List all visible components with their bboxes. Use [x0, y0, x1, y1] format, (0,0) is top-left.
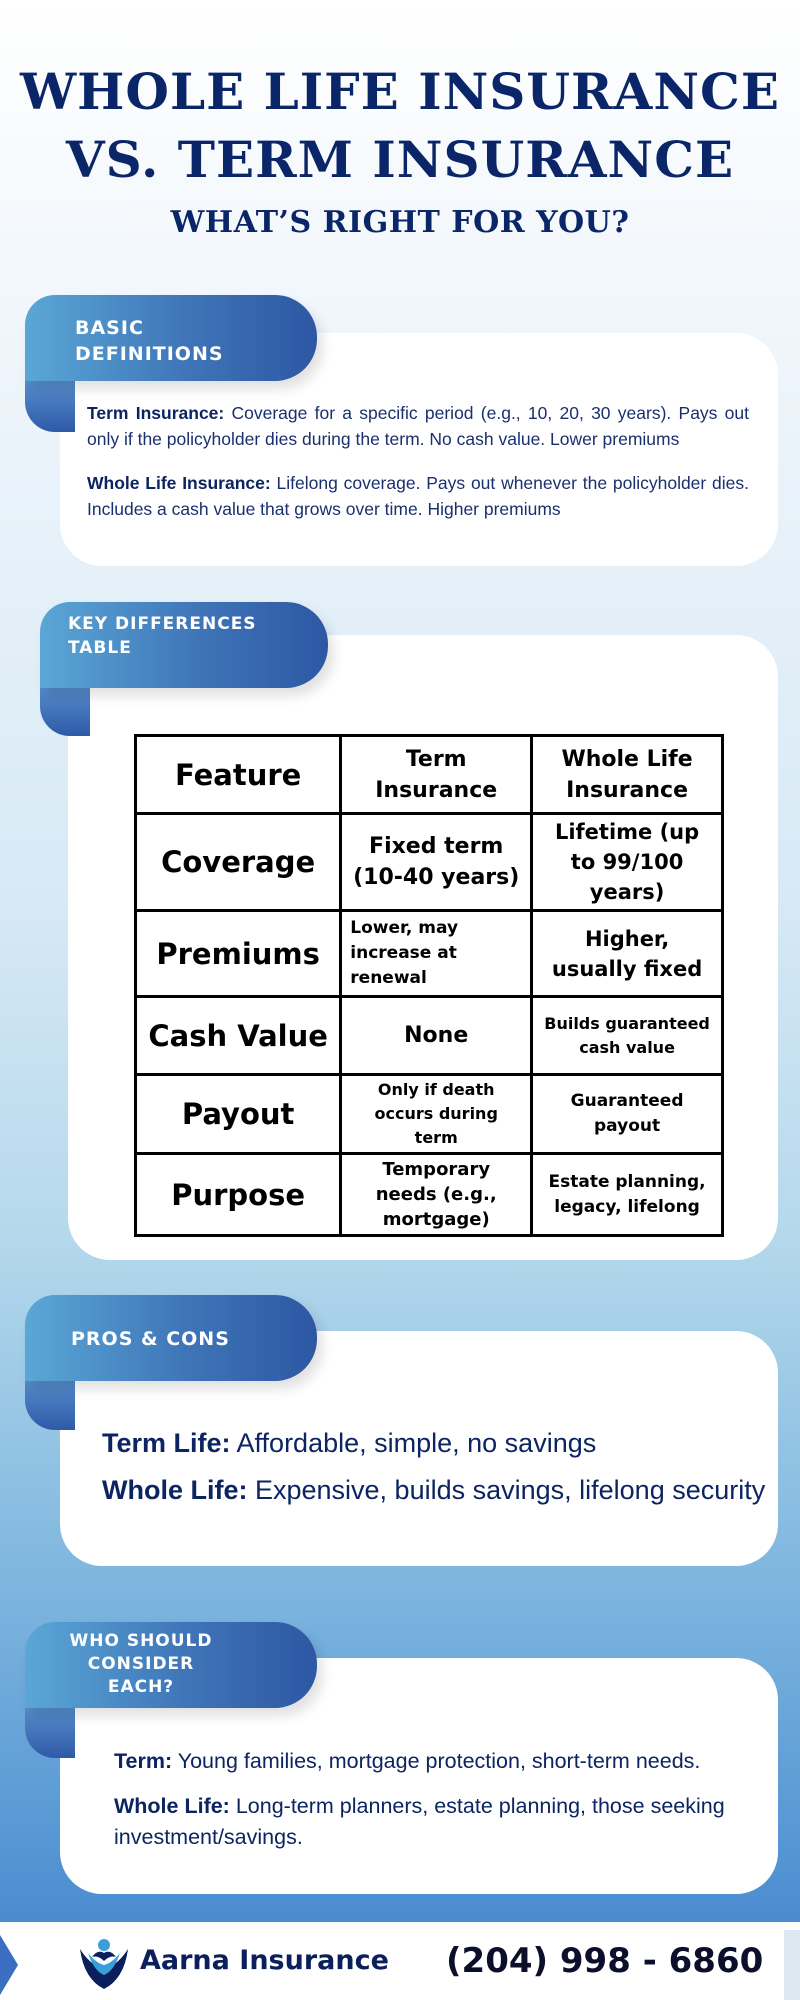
- term-definition-text: Coverage for a specific period (e.g., 10, 20, 30 years). Pays out only if the policyholder dies during the term. No cash value. Lower premiums: [87, 403, 750, 449]
- table-row: [136, 997, 723, 1075]
- row-purpose-term: Temporary needs (e.g., mortgage): [341, 1154, 532, 1236]
- who-whole: [114, 1791, 764, 1853]
- row-payout-feature: Payout: [136, 1075, 341, 1154]
- term-definition-label: Term Insurance:: [87, 403, 225, 423]
- row-coverage-whole: Lifetime (up to 99/100 years): [532, 814, 723, 911]
- differences-tab: [40, 602, 328, 688]
- row-coverage-term: Fixed term (10-40 years): [341, 814, 532, 911]
- header-term: Term Insurance: [341, 736, 532, 814]
- row-premiums-term: Lower, may increase at renewal: [341, 911, 532, 997]
- definitions-tab: [25, 295, 317, 381]
- differences-tab-line1: KEY DIFFERENCES: [68, 614, 257, 634]
- footer-edge-decoration-right: [784, 1930, 800, 2000]
- table-row: [136, 814, 723, 911]
- row-purpose-feature: Purpose: [136, 1154, 341, 1236]
- row-premiums-whole: Higher, usually fixed: [532, 911, 723, 997]
- footer-brand: Aarna Insurance: [140, 1945, 389, 1976]
- whole-definition-text: Lifelong coverage. Pays out whenever the policyholder dies. Includes a cash value that grows over time. Higher premiums: [87, 473, 750, 519]
- pros-cons-tab-label: PROS & CONS: [71, 1328, 230, 1350]
- row-purpose-whole: Estate planning, legacy, lifelong: [532, 1154, 723, 1236]
- pros-cons-whole-label: Whole Life:: [102, 1475, 248, 1505]
- footer-edge-decoration: [0, 1935, 18, 1995]
- pros-cons-tab: [25, 1295, 317, 1381]
- whole-definition: [87, 470, 749, 522]
- definitions-tab-line1: BASIC: [75, 317, 144, 339]
- header-whole: Whole Life Insurance: [532, 736, 723, 814]
- row-coverage-feature: Coverage: [136, 814, 341, 911]
- page-subtitle: WHAT’S RIGHT FOR YOU?: [170, 205, 630, 240]
- footer-phone[interactable]: (204) 998 - 6860: [446, 1941, 764, 1981]
- who-tab-line2: CONSIDER: [87, 1654, 195, 1674]
- who-term-text: Young families, mortgage protection, short-term needs.: [172, 1749, 701, 1773]
- page-title-line1: WHOLE LIFE INSURANCE: [20, 62, 780, 121]
- pros-cons-term: [102, 1428, 596, 1459]
- who-term-label: Term:: [114, 1749, 173, 1773]
- who-tab-line1: WHO SHOULD: [69, 1631, 213, 1651]
- table-row: [136, 1075, 723, 1154]
- who-tab-line3: EACH?: [107, 1677, 175, 1697]
- table-header-row: [136, 736, 723, 814]
- table-row: [136, 911, 723, 997]
- row-cashvalue-whole: Builds guaranteed cash value: [532, 997, 723, 1075]
- pros-cons-whole-text: Expensive, builds savings, lifelong security: [247, 1475, 766, 1505]
- table-row: [136, 1154, 723, 1236]
- who-tab: [25, 1622, 317, 1708]
- pros-cons-tab-curl: [25, 1374, 75, 1430]
- whole-definition-label: Whole Life Insurance:: [87, 473, 271, 493]
- header-feature: Feature: [136, 736, 341, 814]
- who-whole-text: Long-term planners, estate planning, those seeking investment/savings.: [114, 1794, 725, 1849]
- aarna-logo-icon: [74, 1935, 134, 1991]
- who-whole-label: Whole Life:: [114, 1794, 230, 1818]
- row-cashvalue-feature: Cash Value: [136, 997, 341, 1075]
- pros-cons-whole: [102, 1475, 765, 1506]
- pros-cons-term-text: Affordable, simple, no savings: [230, 1428, 597, 1458]
- row-payout-term: Only if death occurs during term: [341, 1075, 532, 1154]
- who-term: [114, 1746, 764, 1777]
- definitions-tab-curl: [25, 376, 75, 432]
- page-title-line2: VS. TERM INSURANCE: [65, 130, 735, 189]
- differences-table: [134, 734, 724, 1237]
- row-cashvalue-term: None: [341, 997, 532, 1075]
- differences-tab-line2: TABLE: [68, 638, 132, 658]
- pros-cons-term-label: Term Life:: [102, 1428, 231, 1458]
- row-payout-whole: Guaranteed payout: [532, 1075, 723, 1154]
- definitions-tab-line2: DEFINITIONS: [75, 343, 224, 365]
- term-definition: [87, 400, 749, 452]
- row-premiums-feature: Premiums: [136, 911, 341, 997]
- who-tab-curl: [25, 1702, 75, 1758]
- differences-tab-curl: [40, 680, 90, 736]
